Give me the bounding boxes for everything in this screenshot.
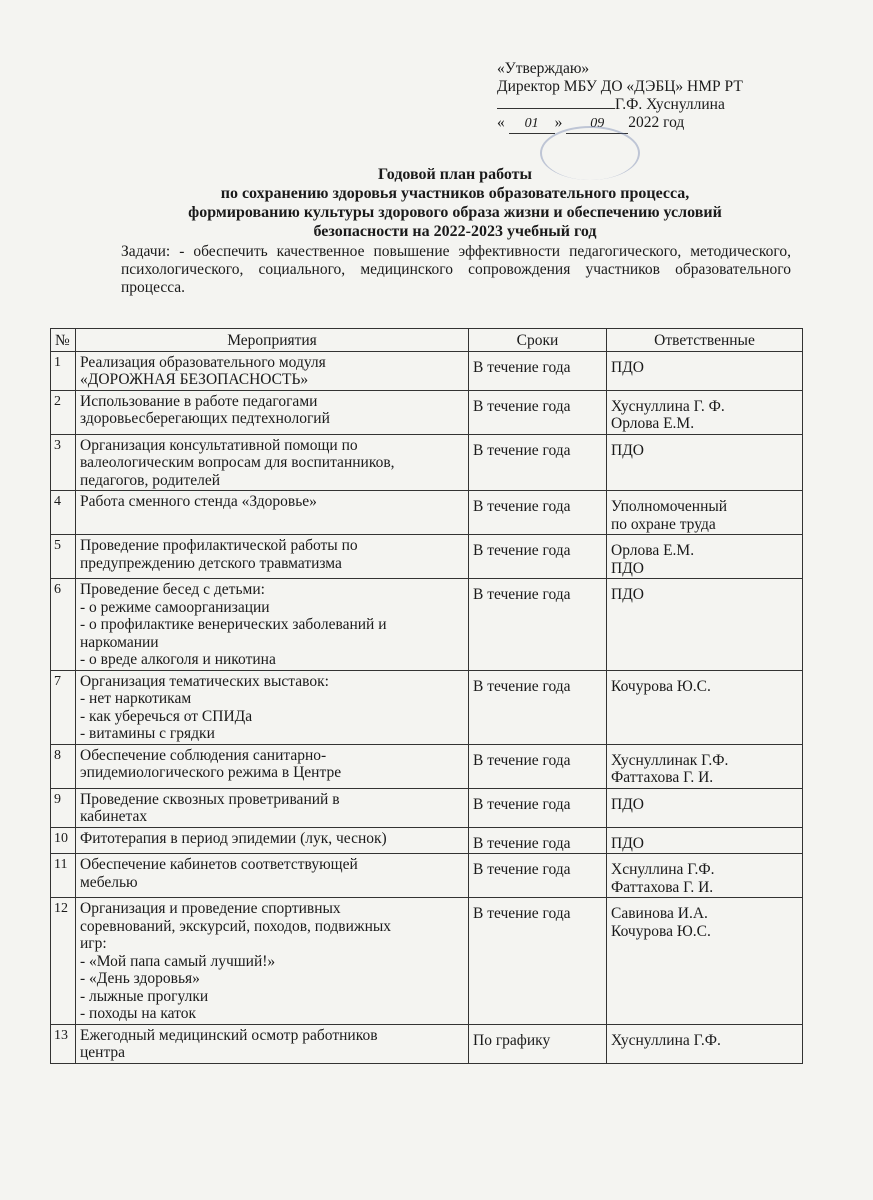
row-responsible bbox=[607, 535, 803, 579]
responsible-line: ПДО bbox=[611, 586, 644, 603]
responsible-line: Кочурова Ю.С. bbox=[611, 922, 711, 940]
row-event bbox=[76, 854, 469, 898]
row-responsible bbox=[607, 491, 803, 535]
date-year: 2022 год bbox=[628, 114, 685, 131]
document-title: Годовой план работы по сохранению здоровья участников образовательного процесса, формированию культуры здорового образа жизни и обеспечению условий безопасности на 2022-2023 учебный год bbox=[188, 166, 722, 240]
table-row bbox=[51, 390, 803, 434]
event-line: - как уберечься от СПИДа bbox=[80, 707, 253, 725]
table-row bbox=[51, 898, 803, 1025]
row-term: В течение года bbox=[469, 535, 607, 579]
date-day: 01 bbox=[509, 115, 555, 134]
approval-block bbox=[497, 60, 817, 134]
row-number: 3 bbox=[51, 434, 76, 491]
event-line: Проведение профилактической работы по bbox=[80, 537, 358, 554]
row-responsible bbox=[607, 744, 803, 788]
row-term: По графику bbox=[469, 1024, 607, 1063]
tasks-paragraph: Задачи: - обеспечить качественное повышение эффективности педагогического, методического, психологического, социального, медицинского сопровождения участников образовательного процесса. bbox=[121, 243, 791, 296]
event-line: - походы на каток bbox=[80, 1005, 197, 1022]
table-row bbox=[51, 827, 803, 854]
event-line: - «День здоровья» bbox=[80, 970, 200, 987]
row-responsible bbox=[607, 854, 803, 898]
row-event bbox=[76, 434, 469, 491]
responsible-line: Савинова И.А. bbox=[611, 905, 708, 922]
event-line: - о вреде алкоголя и никотина bbox=[80, 651, 276, 668]
row-term: В течение года bbox=[469, 351, 607, 390]
event-line: Использование в работе педагогами bbox=[80, 392, 318, 410]
row-number: 11 bbox=[51, 854, 76, 898]
header-term: Сроки bbox=[469, 329, 607, 352]
event-line: Проведение сквозных проветриваний в bbox=[80, 790, 340, 808]
event-line: здоровьесберегающих педтехнологий bbox=[80, 410, 330, 427]
responsible-line: ПДО bbox=[611, 358, 644, 376]
row-number: 2 bbox=[51, 390, 76, 434]
row-term: В течение года bbox=[469, 390, 607, 434]
event-line: - «Мой папа самый лучший!» bbox=[80, 952, 276, 970]
table-row bbox=[51, 434, 803, 491]
event-line: педагогов, родителей bbox=[80, 471, 221, 489]
responsible-line: Хуснуллина Г.Ф. bbox=[611, 1031, 721, 1049]
row-event bbox=[76, 670, 469, 744]
row-term: В течение года bbox=[469, 744, 607, 788]
header-num: № bbox=[51, 329, 76, 352]
table-row bbox=[51, 1024, 803, 1063]
row-term: В течение года bbox=[469, 854, 607, 898]
header-event: Мероприятия bbox=[76, 329, 469, 352]
event-line: - нет наркотикам bbox=[80, 690, 192, 707]
event-line: Ежегодный медицинский осмотр работников bbox=[80, 1026, 378, 1044]
row-number: 13 bbox=[51, 1024, 76, 1063]
signer-name: Г.Ф. Хуснуллина bbox=[615, 96, 725, 113]
responsible-line: ПДО bbox=[611, 795, 644, 813]
signature-line bbox=[497, 96, 817, 114]
event-line: Организация и проведение спортивных bbox=[80, 900, 341, 917]
row-responsible bbox=[607, 390, 803, 434]
row-event bbox=[76, 898, 469, 1025]
table-row bbox=[51, 535, 803, 579]
event-line: центра bbox=[80, 1044, 126, 1061]
row-responsible bbox=[607, 827, 803, 854]
row-responsible bbox=[607, 579, 803, 671]
table-header-row bbox=[51, 329, 803, 352]
row-responsible bbox=[607, 898, 803, 1025]
table-row bbox=[51, 579, 803, 671]
row-term: В течение года bbox=[469, 827, 607, 854]
row-responsible bbox=[607, 1024, 803, 1063]
event-line: Фитотерапия в период эпидемии (лук, чеснок) bbox=[80, 829, 387, 847]
event-line: наркомании bbox=[80, 633, 159, 651]
table-row bbox=[51, 854, 803, 898]
row-event bbox=[76, 579, 469, 671]
row-responsible bbox=[607, 351, 803, 390]
table-row bbox=[51, 744, 803, 788]
event-line: «ДОРОЖНАЯ БЕЗОПАСНОСТЬ» bbox=[80, 371, 309, 388]
responsible-line: ПДО bbox=[611, 834, 644, 852]
row-number: 1 bbox=[51, 351, 76, 390]
row-number: 4 bbox=[51, 491, 76, 535]
responsible-line: ПДО bbox=[611, 441, 644, 459]
responsible-line: Хуснуллинак Г.Ф. bbox=[611, 751, 729, 769]
row-number: 9 bbox=[51, 788, 76, 827]
responsible-line: Уполномоченный bbox=[611, 498, 728, 515]
event-line: Организация консультативной помощи по bbox=[80, 436, 358, 454]
row-number: 8 bbox=[51, 744, 76, 788]
row-term: В течение года bbox=[469, 670, 607, 744]
event-line: Проведение бесед с детьми: bbox=[80, 581, 265, 598]
director-title: Директор МБУ ДО «ДЭБЦ» НМР РТ bbox=[497, 78, 743, 95]
responsible-line: Орлова Е.М. bbox=[611, 542, 695, 559]
responsible-line: ПДО bbox=[611, 559, 644, 577]
event-line: эпидемиологического режима в Центре bbox=[80, 764, 342, 781]
row-number: 5 bbox=[51, 535, 76, 579]
row-event bbox=[76, 351, 469, 390]
table-row bbox=[51, 670, 803, 744]
responsible-line: Хснуллина Г.Ф. bbox=[611, 861, 715, 878]
row-responsible bbox=[607, 434, 803, 491]
event-line: Обеспечение кабинетов соответствующей bbox=[80, 856, 358, 873]
signature-blank bbox=[497, 96, 615, 109]
row-number: 12 bbox=[51, 898, 76, 1025]
header-responsible: Ответственные bbox=[607, 329, 803, 352]
approval-date: « 01 » 09 2022 год bbox=[497, 114, 817, 134]
row-responsible bbox=[607, 670, 803, 744]
row-event bbox=[76, 827, 469, 854]
row-event bbox=[76, 788, 469, 827]
row-term: В течение года bbox=[469, 579, 607, 671]
event-line: Работа сменного стенда «Здоровье» bbox=[80, 493, 317, 510]
row-event bbox=[76, 390, 469, 434]
event-line: Реализация образовательного модуля bbox=[80, 353, 326, 371]
row-term: В течение года bbox=[469, 491, 607, 535]
responsible-line: Фаттахова Г. И. bbox=[611, 769, 714, 786]
event-line: - о режиме самоорганизации bbox=[80, 598, 270, 616]
row-number: 7 bbox=[51, 670, 76, 744]
event-line: - о профилактике венерических заболеваний и bbox=[80, 616, 387, 633]
approval-heading: «Утверждаю» bbox=[497, 60, 590, 77]
table-row bbox=[51, 351, 803, 390]
row-event bbox=[76, 1024, 469, 1063]
responsible-line: по охране труда bbox=[611, 515, 716, 533]
plan-table bbox=[50, 328, 803, 1064]
event-line: Организация тематических выставок: bbox=[80, 672, 329, 690]
row-term: В течение года bbox=[469, 788, 607, 827]
event-line: Обеспечение соблюдения санитарно- bbox=[80, 746, 327, 764]
date-month: 09 bbox=[566, 115, 628, 134]
event-line: валеологическим вопросам для воспитанников, bbox=[80, 454, 395, 471]
event-line: кабинетах bbox=[80, 808, 148, 825]
table-row bbox=[51, 491, 803, 535]
row-event bbox=[76, 491, 469, 535]
responsible-line: Кочурова Ю.С. bbox=[611, 677, 711, 695]
row-term: В течение года bbox=[469, 434, 607, 491]
event-line: соревнований, экскурсий, походов, подвижных bbox=[80, 917, 392, 935]
event-line: - витамины с грядки bbox=[80, 725, 215, 742]
responsible-line: Фаттахова Г. И. bbox=[611, 878, 714, 896]
responsible-line: Орлова Е.М. bbox=[611, 415, 695, 432]
row-term: В течение года bbox=[469, 898, 607, 1025]
table-row bbox=[51, 788, 803, 827]
row-responsible bbox=[607, 788, 803, 827]
event-line: предупреждению детского травматизма bbox=[80, 554, 342, 572]
table-body bbox=[51, 351, 803, 1063]
row-number: 10 bbox=[51, 827, 76, 854]
event-line: - лыжные прогулки bbox=[80, 987, 209, 1005]
row-event bbox=[76, 535, 469, 579]
event-line: игр: bbox=[80, 935, 107, 952]
event-line: мебелью bbox=[80, 873, 138, 891]
row-number: 6 bbox=[51, 579, 76, 671]
row-event bbox=[76, 744, 469, 788]
responsible-line: Хуснуллина Г. Ф. bbox=[611, 397, 725, 415]
